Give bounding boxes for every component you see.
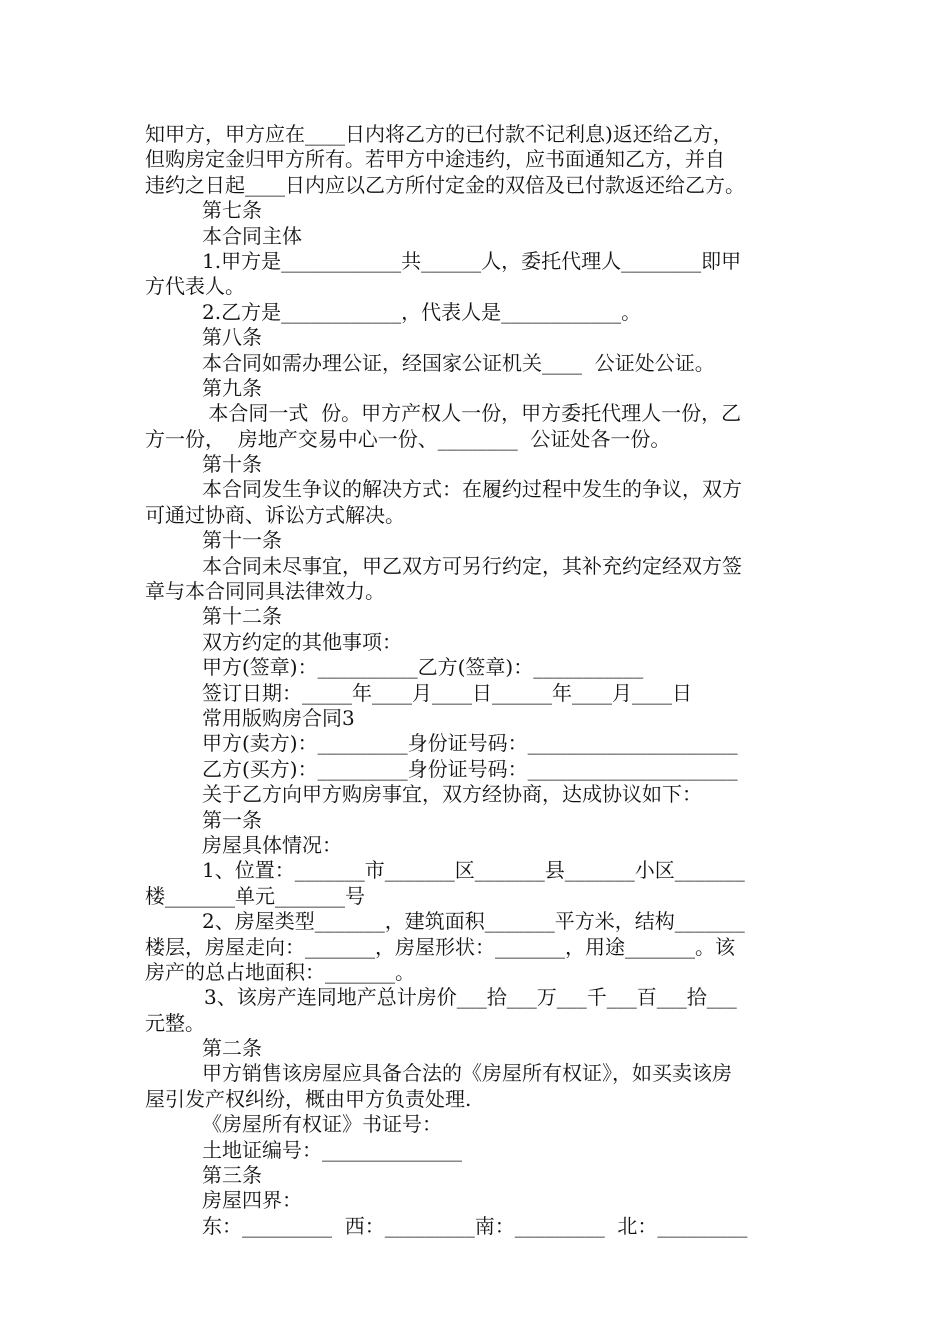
text-line: 第十条 (202, 452, 262, 477)
text-line: 楼层，房屋走向：_______，房屋形状：_______，用途_______。该 (145, 934, 735, 959)
text-line: 但购房定金归甲方所有。若甲方中途违约，应书面通知乙方，并自 (145, 147, 725, 172)
document-page (145, 122, 807, 1239)
text-line: 第三条 (202, 1163, 262, 1188)
text-line: 关于乙方向甲方购房事宜，双方经协商，达成协议如下： (202, 782, 702, 807)
text-line: 3、该房产连同地产总计房价___拾___万___千___百___拾___ (204, 985, 737, 1010)
text-line: 第二条 (202, 1036, 262, 1061)
text-line: 2.乙方是____________，代表人是____________。 (202, 299, 642, 324)
text-line: 本合同未尽事宜，甲乙双方可另行约定，其补充约定经双方签 (202, 553, 742, 578)
text-line: 第十一条 (202, 528, 282, 553)
text-line: 土地证编号：______________ (202, 1137, 462, 1162)
text-line: 甲方(签章)：__________乙方(签章)：___________ (202, 655, 644, 680)
text-line: 第十二条 (202, 604, 282, 629)
text-line: 1、位置：_______市_______区_______县_______小区_______ (202, 858, 745, 883)
text-line: 房屋具体情况： (202, 832, 342, 857)
text-line: 知甲方，甲方应在____日内将乙方的已付款不记利息)返还给乙方， (145, 122, 733, 146)
text-line: 签订日期：_____年____月____日______年____月____日 (202, 680, 692, 705)
text-line: 违约之日起____日内应以乙方所付定金的双倍及已付款返还给乙方。 (145, 172, 745, 197)
text-line: 元整。 (145, 1010, 205, 1035)
text-line: 第九条 (202, 375, 262, 400)
text-line: 甲方销售该房屋应具备合法的《房屋所有权证》，如买卖该房 (202, 1061, 732, 1086)
text-line: 乙方(买方)：_________身份证号码：_____________________ (202, 756, 738, 781)
text-line: 第七条 (202, 198, 262, 223)
text-line: 东：_________ 西：_________南：_________ 北：_________ (202, 1213, 748, 1238)
text-line: 双方约定的其他事项： (202, 629, 402, 654)
text-line: 本合同如需办理公证，经国家公证机关____ 公证处公证。 (202, 350, 715, 375)
text-line: 甲方(卖方)：_________身份证号码：_____________________ (202, 731, 738, 756)
text-line: 屋引发产权纠纷，概由甲方负责处理. (145, 1086, 472, 1111)
text-line: 2、房屋类型_______，建筑面积_______平方米，结构_______ (202, 909, 745, 934)
text-line: 第一条 (202, 807, 262, 832)
text-line: 可通过协商、诉讼方式解决。 (145, 502, 405, 527)
text-line: 第八条 (202, 325, 262, 350)
text-line: 房产的总占地面积：_______。 (145, 959, 415, 984)
text-line: 楼_______单元_______号 (145, 883, 365, 908)
text-line: 方一份， 房地产交易中心一份、________ 公证处各一份。 (145, 426, 671, 451)
text-line: 本合同主体 (202, 223, 302, 248)
text-line: 房屋四界： (202, 1188, 302, 1213)
text-line: 本合同发生争议的解决方式：在履约过程中发生的争议，双方 (202, 477, 742, 502)
text-line: 常用版购房合同3 (202, 705, 355, 730)
text-line: 1.甲方是____________共______人，委托代理人________即甲 (202, 248, 742, 273)
text-line: 章与本合同同具法律效力。 (145, 579, 385, 604)
text-line: 本合同一式 份。甲方产权人一份，甲方委托代理人一份，乙 (202, 401, 742, 426)
text-line: 《房屋所有权证》书证号： (202, 1112, 442, 1137)
text-line: 方代表人。 (145, 274, 245, 299)
